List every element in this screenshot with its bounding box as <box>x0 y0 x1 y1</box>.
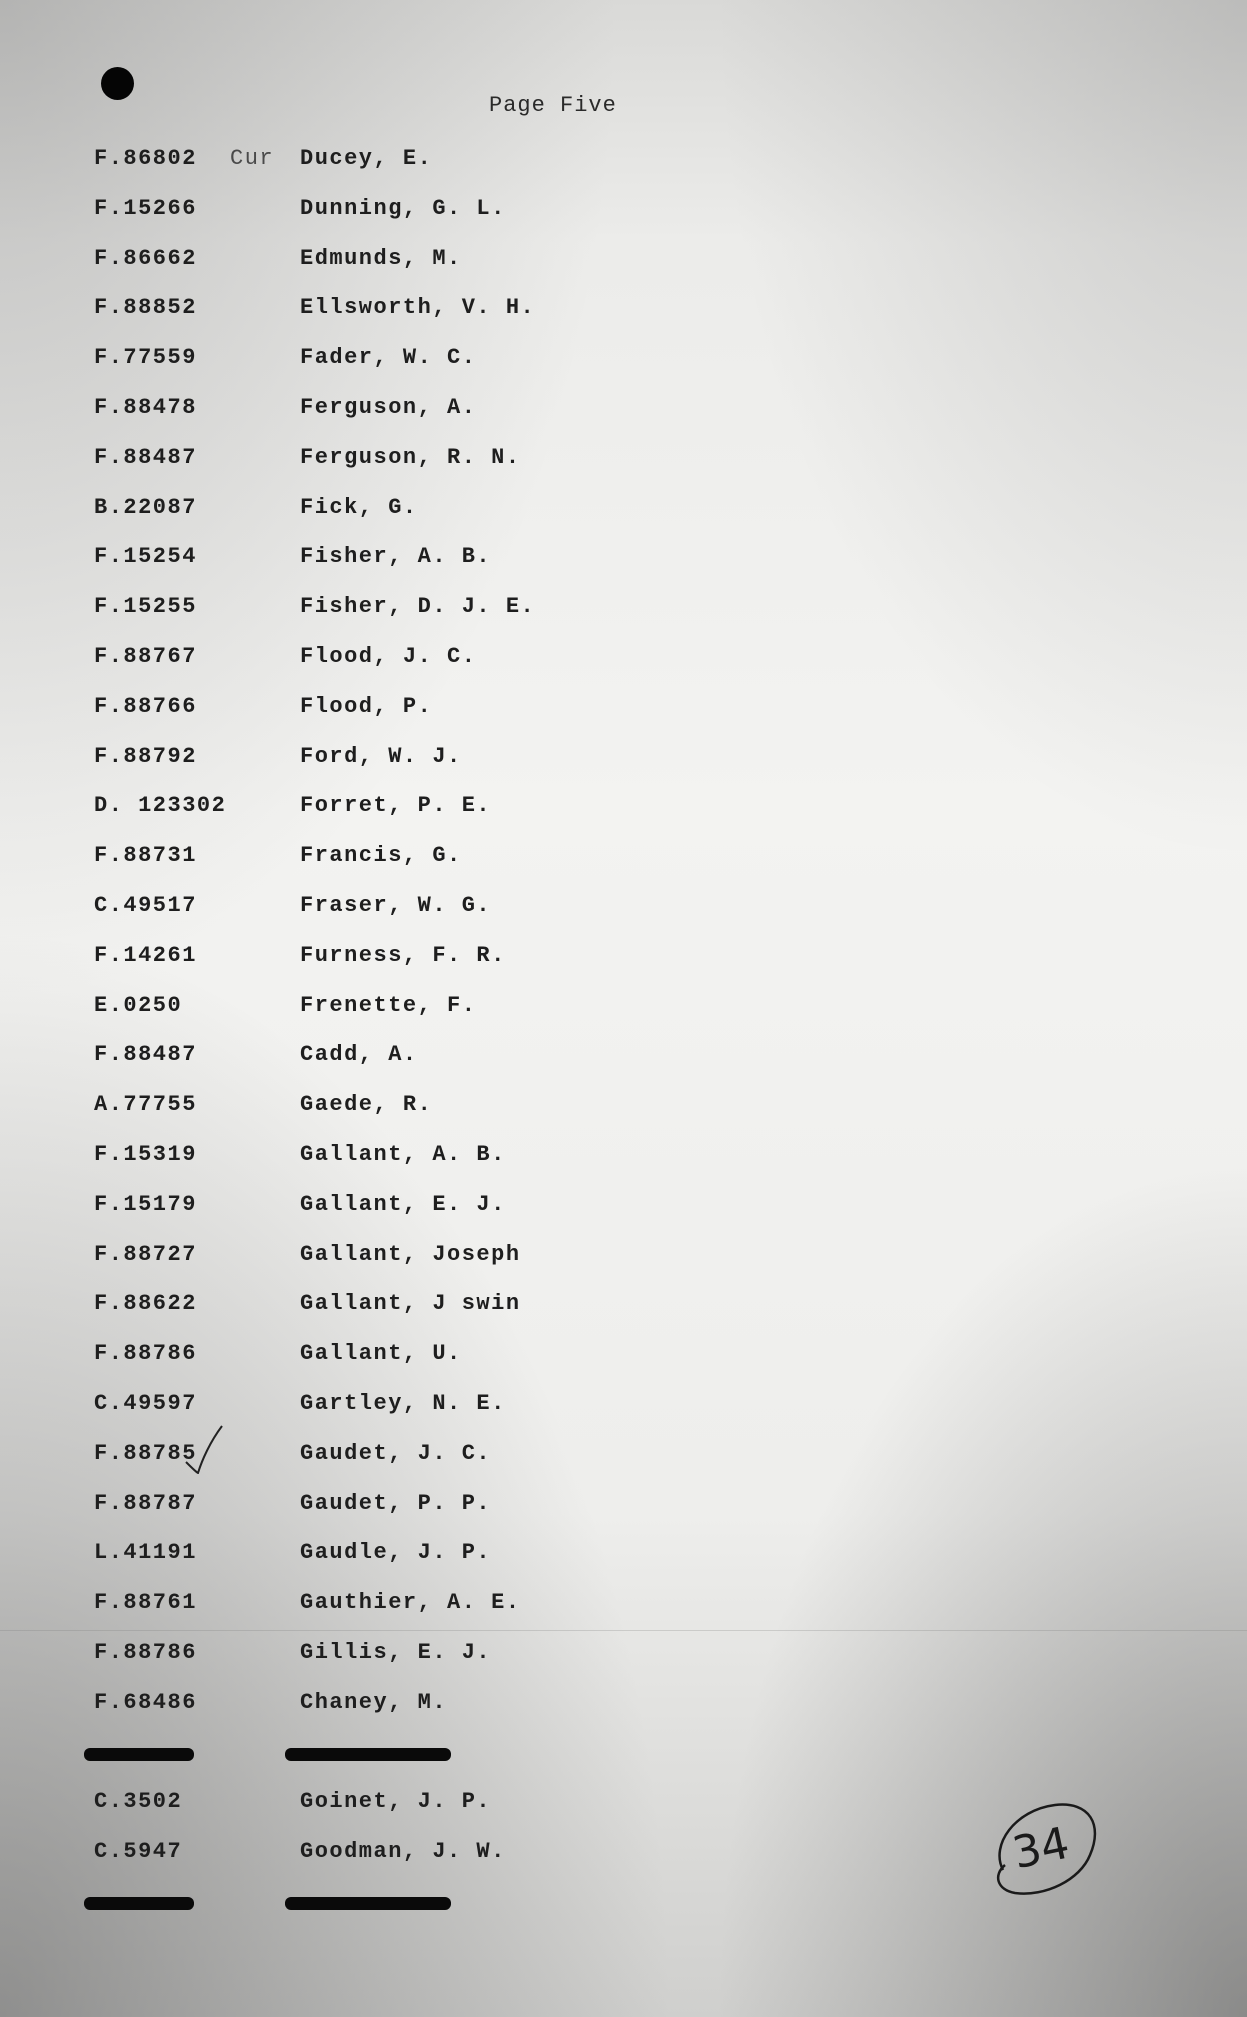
person-name: Gartley, N. E. <box>300 1391 506 1416</box>
service-number: A.77755 <box>94 1092 197 1118</box>
redaction-bar-number <box>84 1897 194 1910</box>
person-name: Flood, J. C. <box>300 644 477 669</box>
page-number-text: 34 <box>1008 1817 1074 1880</box>
list-item <box>0 544 1247 584</box>
person-name: Gaudet, P. P. <box>300 1490 492 1516</box>
list-item <box>0 893 1247 933</box>
service-number: F.88785 <box>94 1440 197 1466</box>
list-item <box>0 1590 1247 1630</box>
list-item <box>0 1341 1247 1381</box>
service-number: F.88852 <box>94 295 197 321</box>
service-number: F.15266 <box>94 195 197 221</box>
service-number: C.3502 <box>94 1789 183 1815</box>
person-name: Frenette, F. <box>300 992 477 1018</box>
list-item <box>0 1142 1247 1182</box>
list-item <box>0 445 1247 485</box>
redaction-bar-number <box>84 1748 194 1761</box>
list-item <box>0 146 1247 186</box>
person-name: Fisher, A. B. <box>300 544 492 570</box>
service-number: F.88731 <box>94 843 197 869</box>
service-number: C.5947 <box>94 1839 183 1865</box>
list-item <box>0 1640 1247 1680</box>
list-item <box>0 1042 1247 1082</box>
service-number: F.88622 <box>94 1291 197 1317</box>
person-name: Gallant, A. B. <box>300 1142 506 1167</box>
service-number: D. 123302 <box>94 793 227 819</box>
person-name: Gallant, E. J. <box>300 1191 506 1217</box>
person-name: Chaney, M. <box>300 1689 448 1715</box>
person-name: Dunning, G. L. <box>300 195 506 221</box>
service-number: E.0250 <box>94 992 183 1018</box>
page-heading: Page Five <box>489 93 617 118</box>
service-number: F.88786 <box>94 1640 197 1665</box>
service-number: B.22087 <box>94 494 197 520</box>
service-number: F.88767 <box>94 644 197 669</box>
list-item <box>0 1540 1247 1580</box>
list-item <box>0 644 1247 684</box>
service-number: F.88761 <box>94 1590 197 1616</box>
service-number: L.41191 <box>94 1540 197 1566</box>
service-number: F.88487 <box>94 444 197 470</box>
person-name: Cadd, A. <box>300 1042 418 1068</box>
service-number: C.49517 <box>94 893 197 918</box>
person-name: Gauthier, A. E. <box>300 1590 521 1616</box>
list-item <box>0 694 1247 734</box>
list-item <box>0 1491 1247 1531</box>
punch-hole <box>101 67 134 100</box>
person-name: Goinet, J. P. <box>300 1789 492 1815</box>
person-name: Ellsworth, V. H. <box>300 295 536 321</box>
person-name: Edmunds, M. <box>300 245 462 271</box>
person-name: Fader, W. C. <box>300 345 477 371</box>
service-number: F.15319 <box>94 1142 197 1167</box>
list-item <box>0 1291 1247 1331</box>
handwritten-check-mark <box>184 1424 224 1474</box>
service-number: F.88478 <box>94 395 197 420</box>
service-number: F.88787 <box>94 1490 197 1516</box>
service-number: F.88792 <box>94 743 197 769</box>
list-item <box>0 843 1247 883</box>
service-number: F.15254 <box>94 544 197 570</box>
list-item <box>0 395 1247 435</box>
person-name: Flood, P. <box>300 693 433 719</box>
list-item <box>0 295 1247 335</box>
list-item <box>0 943 1247 983</box>
list-item <box>0 744 1247 784</box>
list-item <box>0 495 1247 535</box>
person-name: Ford, W. J. <box>300 743 462 769</box>
person-name: Forret, P. E. <box>300 793 492 819</box>
list-item <box>0 1690 1247 1730</box>
list-item <box>0 345 1247 385</box>
service-number: F.68486 <box>94 1689 197 1715</box>
list-item <box>0 196 1247 236</box>
person-name: Gaudet, J. C. <box>300 1440 492 1466</box>
person-name: Fick, G. <box>300 494 418 520</box>
service-number: F.86802 <box>94 146 197 171</box>
service-number: C.49597 <box>94 1391 197 1416</box>
list-item <box>0 793 1247 833</box>
person-name: Gallant, U. <box>300 1341 462 1367</box>
list-item <box>0 1092 1247 1132</box>
redaction-bar-name <box>285 1748 451 1761</box>
circled-page-number <box>985 1795 1105 1905</box>
list-item <box>0 1242 1247 1282</box>
person-name: Fisher, D. J. E. <box>300 594 536 620</box>
person-name: Gallant, Joseph <box>300 1241 521 1267</box>
service-number: F.15255 <box>94 594 197 620</box>
redacted-row <box>0 1740 1247 1780</box>
list-item <box>0 993 1247 1033</box>
service-number: F.88727 <box>94 1241 197 1267</box>
service-number: F.77559 <box>94 345 197 371</box>
list-item <box>0 1192 1247 1232</box>
person-name: Ducey, E. <box>300 146 433 171</box>
service-number: F.88786 <box>94 1341 197 1367</box>
service-number: F.15179 <box>94 1191 197 1217</box>
service-number: F.88766 <box>94 693 197 719</box>
list-item <box>0 594 1247 634</box>
person-name: Ferguson, A. <box>300 395 477 420</box>
person-name: Francis, G. <box>300 843 462 869</box>
rank: Cur <box>230 146 275 171</box>
person-name: Gillis, E. J. <box>300 1640 492 1665</box>
service-number: F.88487 <box>94 1042 197 1068</box>
list-item <box>0 246 1247 286</box>
person-name: Gallant, J swin <box>300 1291 521 1317</box>
person-name: Goodman, J. W. <box>300 1839 506 1865</box>
person-name: Gaede, R. <box>300 1092 433 1118</box>
person-name: Furness, F. R. <box>300 942 506 968</box>
service-number: F.86662 <box>94 245 197 271</box>
service-number: F.14261 <box>94 942 197 968</box>
person-name: Gaudle, J. P. <box>300 1540 492 1566</box>
person-name: Fraser, W. G. <box>300 893 492 918</box>
person-name: Ferguson, R. N. <box>300 444 521 470</box>
redaction-bar-name <box>285 1897 451 1910</box>
